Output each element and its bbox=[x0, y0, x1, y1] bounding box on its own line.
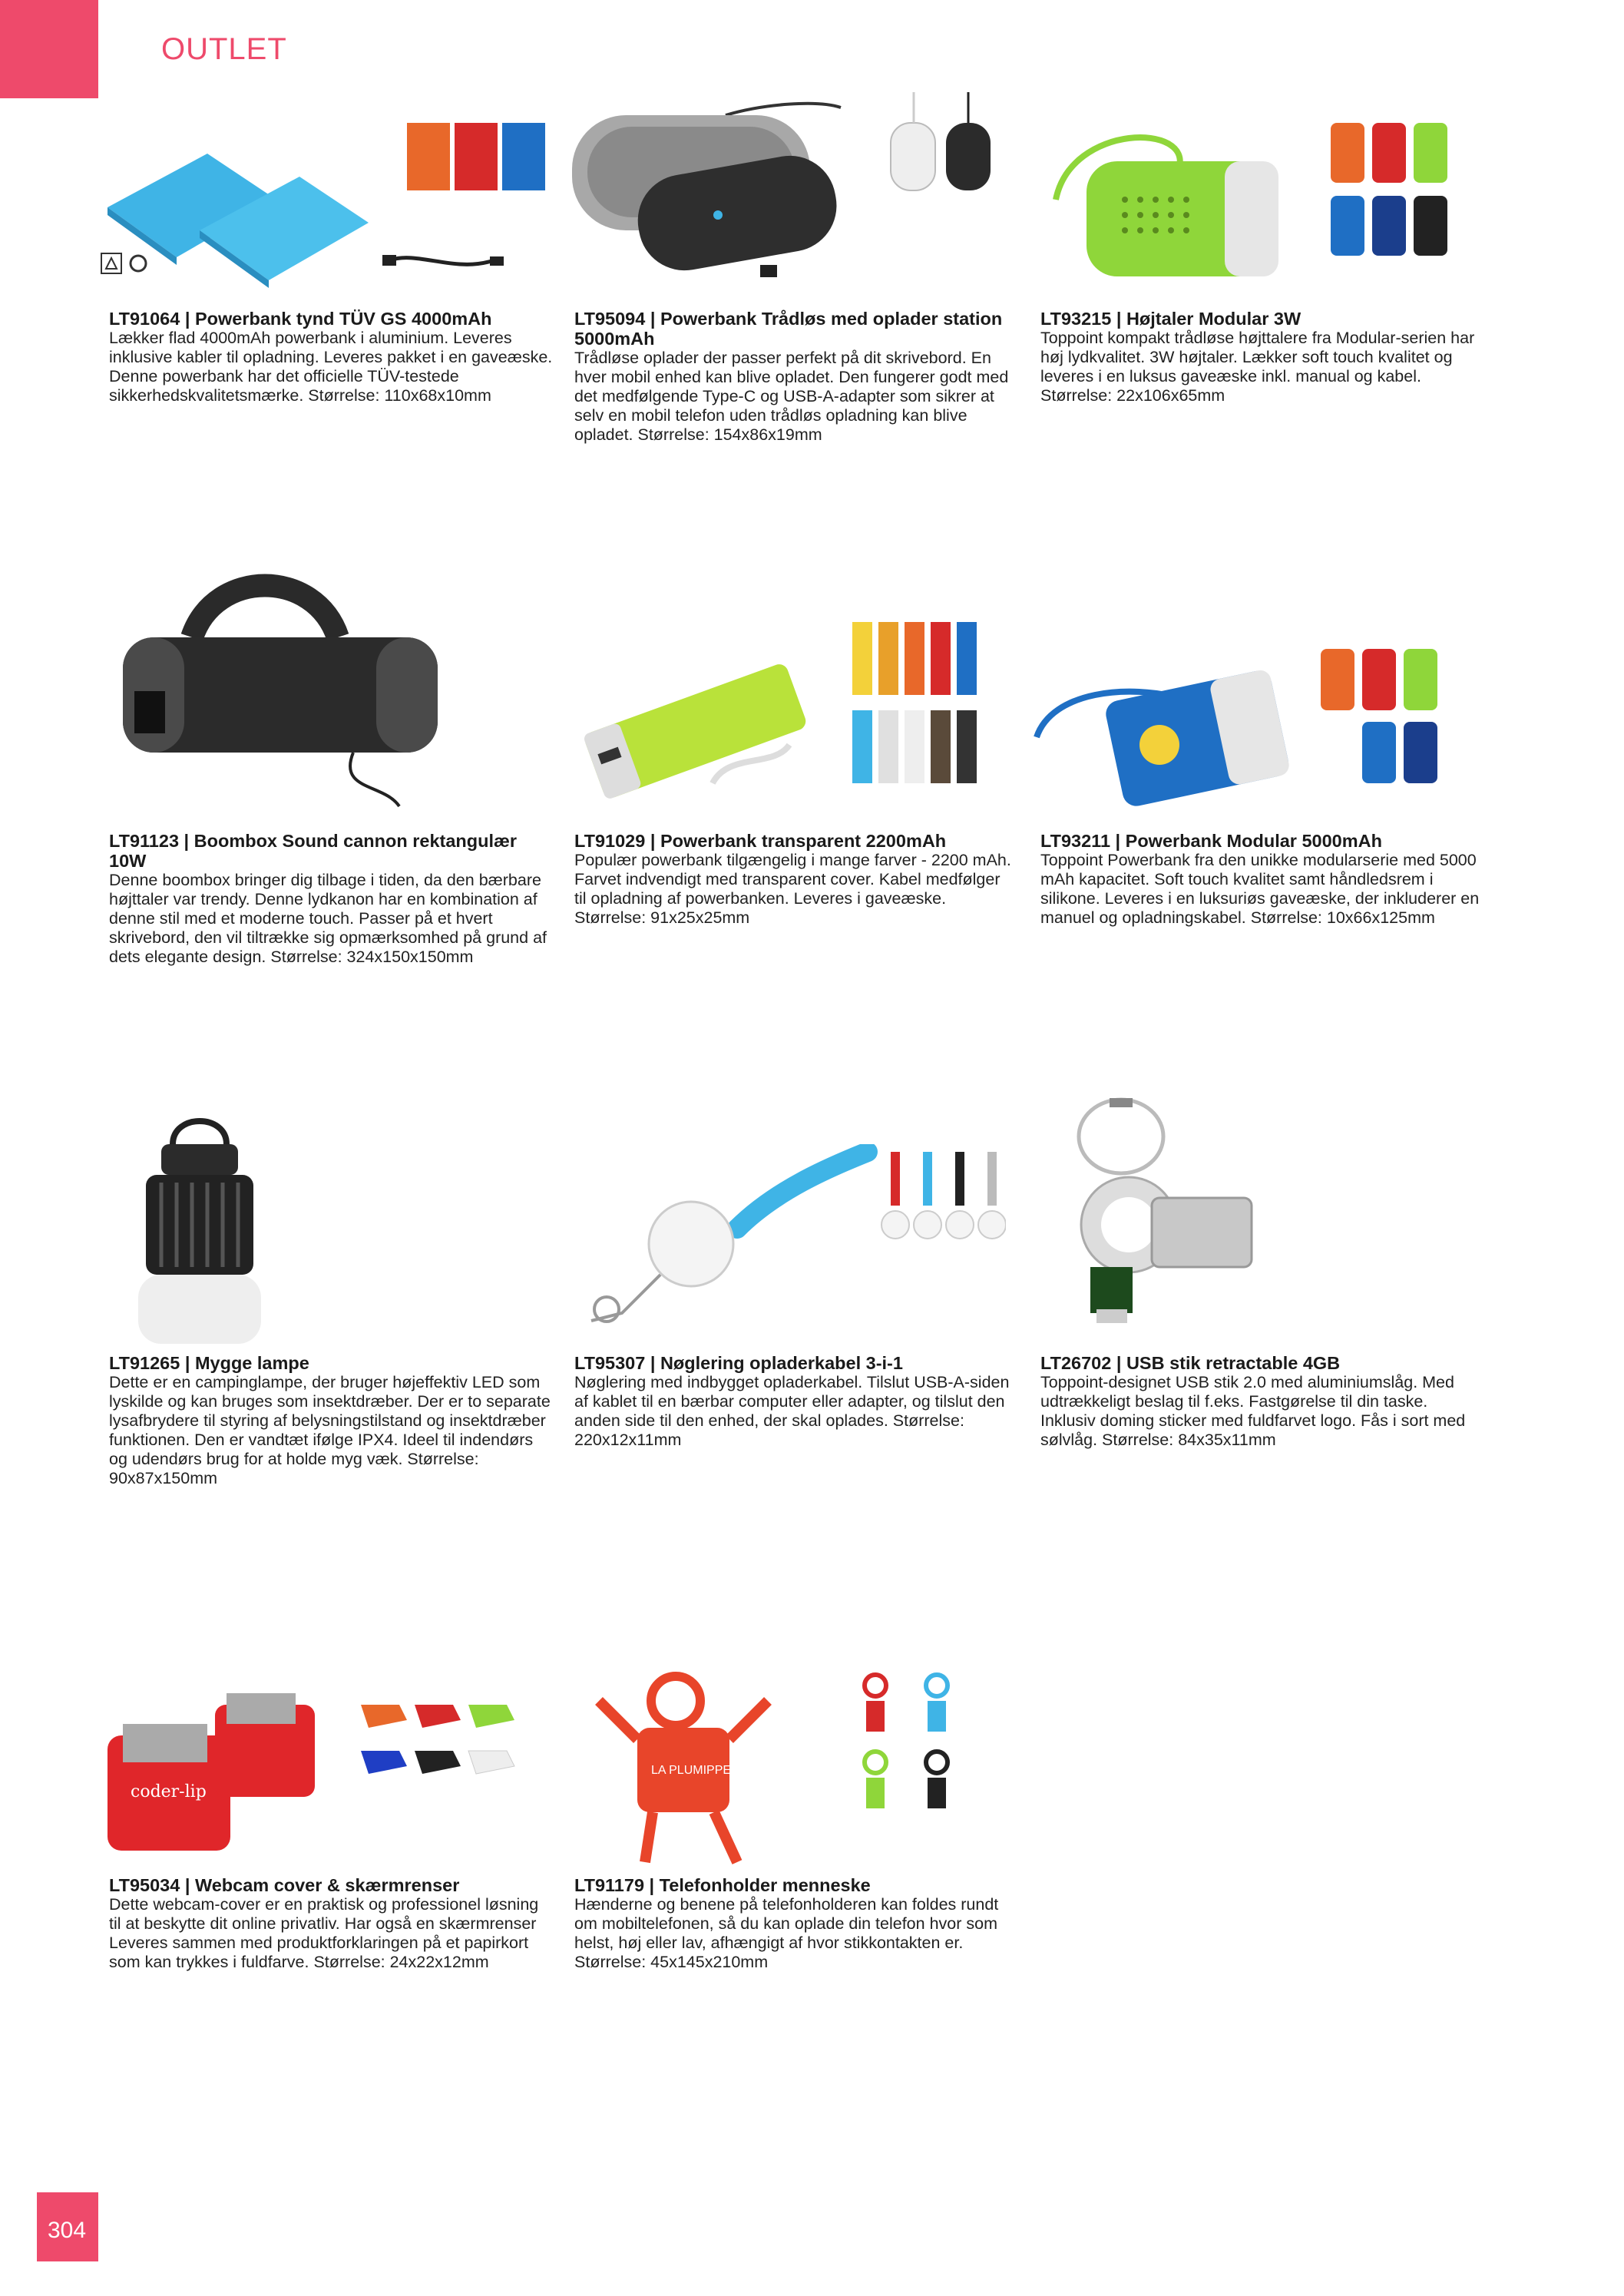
phone-holder-image bbox=[591, 1670, 991, 1870]
product-description: Toppoint-designet USB stik 2.0 med aluminiumslåg. Med udtrækkeligt beslag til f.eks. Fastgørelse til din taske. Inklusiv doming sticker med fuldfarvet logo. Fås i sort med sølvlåg. Størrelse: 84x35x11mm bbox=[1040, 1373, 1466, 1449]
usb-stick-image bbox=[1067, 1090, 1267, 1328]
powerbank-modular-image bbox=[1029, 637, 1490, 814]
mosquito-lamp-image bbox=[131, 1113, 269, 1351]
product-title: LT91123 | Boombox Sound cannon rektangulær 10W bbox=[109, 831, 518, 871]
product-title: LT95034 | Webcam cover & skærmrenser bbox=[109, 1875, 460, 1895]
product-title: LT93211 | Powerbank Modular 5000mAh bbox=[1040, 831, 1382, 851]
keyring-cable-image bbox=[576, 1144, 1006, 1336]
product-title: LT91265 | Mygge lampe bbox=[109, 1353, 309, 1373]
product-lt95034 bbox=[109, 1875, 554, 1972]
product-lt93211 bbox=[1040, 831, 1486, 928]
page-number: 304 bbox=[48, 2218, 87, 2243]
product-description: Nøglering med indbygget opladerkabel. Tilslut USB-A-siden af kablet til en bærbar computer eller adapter, og tilslut den anden side til den enhed, der skal oplades. Størrelse: 220x12x11mm bbox=[574, 1373, 1010, 1449]
powerbank-transparent-image bbox=[574, 614, 1004, 814]
product-title: LT91029 | Powerbank transparent 2200mAh bbox=[574, 831, 947, 851]
phone-holder-logo-text: LA PLUMIPPE bbox=[651, 1764, 732, 1777]
product-lt91123 bbox=[109, 831, 554, 967]
product-title: LT95307 | Nøglering opladerkabel 3-i-1 bbox=[574, 1353, 903, 1373]
webcam-cover-image bbox=[100, 1682, 530, 1874]
product-lt93215 bbox=[1040, 309, 1486, 405]
powerbank-tynd-image bbox=[92, 115, 553, 292]
product-lt91179 bbox=[574, 1875, 1012, 1972]
product-description: Trådløse oplader der passer perfekt på dit skrivebord. En hver mobil enhed kan blive opladet. Den fungerer godt med det medfølgende Type-C og USB-A-adapter som sikrer at selv en mobil telefon uden trådløs opladning kan blive opladet. Størrelse: 154x86x19mm bbox=[574, 349, 1009, 444]
boombox-image bbox=[107, 561, 453, 822]
product-description: Toppoint kompakt trådløse højttalere fra Modular-serien har høj lydkvalitet. 3W højtaler. Lækker soft touch kvalitet og leveres i en luksus gaveæske inkl. manual og kabel. Størrelse: 22x106x65mm bbox=[1040, 329, 1475, 405]
product-title: LT93215 | Højtaler Modular 3W bbox=[1040, 309, 1302, 329]
wireless-charger-image bbox=[564, 92, 1010, 292]
product-title: LT26702 | USB stik retractable 4GB bbox=[1040, 1353, 1341, 1373]
product-description: Hænderne og benene på telefonholderen kan foldes rundt om mobiltelefonen, så du kan oplade din telefon hvor som helst, høj eller lav, afhængigt af hvor stikkontakten er. Størrelse: 45x145x210mm bbox=[574, 1895, 999, 1971]
product-description: Dette webcam-cover er en praktisk og professionel løsning til at beskytte dit online privatliv. Har også en skærmrenser Leveres sammen med produktforklaringen på et papirkort som kan trykkes i fuldfarve. Størrelse: 24x22x12mm bbox=[109, 1895, 539, 1971]
product-description: Denne boombox bringer dig tilbage i tiden, da den bærbare højttaler var trendy. Denne lydkanon har en kombination af denne stil med et moderne touch. Passer på et hvert skrivebord, den vil tiltrække sig opmærksomhed på grund af dets elegante design. Størrelse: 324x150x150mm bbox=[109, 871, 547, 966]
product-lt91029 bbox=[574, 831, 1012, 928]
product-description: Toppoint Powerbank fra den unikke modularserie med 5000 mAh kapacitet. Soft touch kvalitet samt håndledsrem i silikone. Leveres i en luksuriøs gaveæske, der inkluderer en manuel og opladningskabel. Størrelse: 10x66x125mm bbox=[1040, 851, 1480, 927]
product-lt95094 bbox=[574, 309, 1012, 445]
product-lt91265 bbox=[109, 1353, 554, 1488]
product-title: LT95094 | Powerbank Trådløs med oplader station 5000mAh bbox=[574, 309, 1003, 349]
section-title: OUTLET bbox=[161, 32, 287, 66]
product-lt91064 bbox=[109, 309, 554, 405]
product-description: Populær powerbank tilgængelig i mange farver - 2200 mAh. Farvet indvendigt med transparent cover. Kabel medfølger til opladning af powerbanken. Leveres i gaveæske. Størrelse: 91x25x25mm bbox=[574, 851, 1011, 927]
product-description: Dette er en campinglampe, der bruger højeffektiv LED som lyskilde og kan bruges som insektdræber. Der er to separate lysafbrydere til styring af belysningstilstand og insektdræber funktionen. Den er vandtæt ifølge IPX4. Ideel til indendørs og udendørs brug for at holde myg væk. Størrelse: 90x87x150mm bbox=[109, 1373, 551, 1487]
coder-logo-text: coder-lip bbox=[131, 1782, 207, 1801]
product-title: LT91179 | Telefonholder menneske bbox=[574, 1875, 871, 1895]
product-description: Lækker flad 4000mAh powerbank i aluminium. Leveres inklusive kabler til opladning. Leveres pakket i en gaveæske. Denne powerbank har det officielle TÜV-testede sikkerhedskvalitetsmærke. Størrelse: 110x68x10mm bbox=[109, 329, 553, 405]
product-lt95307 bbox=[574, 1353, 1012, 1450]
speaker-modular-image bbox=[1040, 108, 1486, 299]
product-title: LT91064 | Powerbank tynd TÜV GS 4000mAh bbox=[109, 309, 492, 329]
section-tab bbox=[0, 0, 98, 98]
product-lt26702 bbox=[1040, 1353, 1486, 1450]
